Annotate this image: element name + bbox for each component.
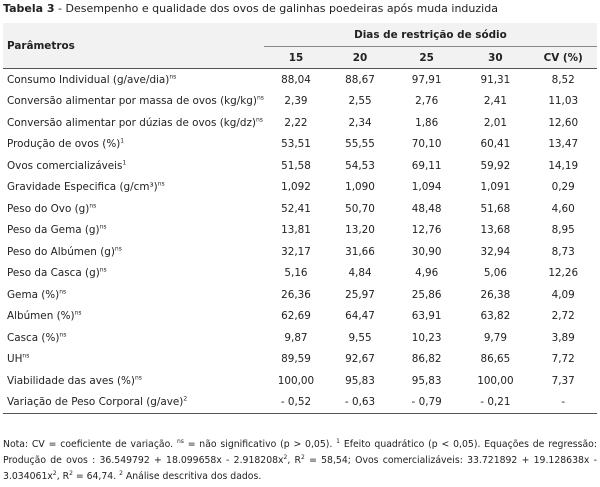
value-cell: 1,092: [281, 181, 311, 194]
value-cell: 100,00: [277, 374, 315, 387]
value-cell: 12,26: [548, 267, 579, 280]
value-cell: 25,97: [345, 288, 375, 301]
note-sup: 2: [69, 469, 73, 477]
value-cell: 59,92: [480, 159, 511, 172]
table-row: [3, 327, 597, 349]
parameter-cell: [3, 177, 264, 199]
column-header: 15: [264, 47, 328, 69]
value-cell: 13,20: [345, 224, 375, 237]
value-cell: 32,94: [480, 245, 511, 258]
value-cell: 4,60: [551, 202, 575, 215]
value-cell: 50,70: [345, 202, 375, 215]
value-cell: 9,55: [348, 331, 372, 344]
caption-text: - Desempenho e qualidade dos ovos de galinhas poedeiras após muda induzida: [54, 2, 498, 15]
value-cell: 92,67: [345, 353, 375, 366]
parameter-sup: ns: [99, 266, 107, 274]
parameter-name: Viabilidade das aves (%): [7, 374, 135, 387]
value-cell: 7,37: [551, 374, 575, 387]
value-cell: 26,36: [281, 288, 311, 301]
note-sup: 2: [119, 469, 123, 477]
value-cell: 26,38: [480, 288, 511, 301]
table-row: [3, 220, 597, 242]
value-cell: 31,66: [345, 245, 375, 258]
value-cell: 69,11: [411, 159, 442, 172]
value-cell: 11,03: [548, 95, 579, 108]
parameter-cell: [3, 349, 264, 371]
parameter-sup: ns: [59, 331, 67, 339]
note-sup: ns: [176, 437, 184, 445]
value-cell: 2,72: [551, 310, 575, 323]
value-cell: 12,76: [411, 224, 442, 237]
value-cell: 89,59: [281, 353, 311, 366]
value-cell: 55,55: [345, 138, 375, 151]
parameter-cell: [3, 220, 264, 242]
table-caption: [3, 2, 498, 15]
note-text: Análise descritiva dos dados.: [122, 471, 262, 482]
value-cell: 8,73: [551, 245, 575, 258]
value-cell: 14,19: [548, 159, 579, 172]
value-cell: - 0,52: [264, 392, 328, 414]
value-cell: 9,87: [284, 331, 308, 344]
parameter-cell: [3, 327, 264, 349]
parameter-cell: [3, 241, 264, 263]
value-cell: 2,34: [348, 116, 372, 129]
parameter-sup: ns: [256, 116, 263, 124]
table-row: [3, 349, 597, 371]
note-text: = não significativo (p > 0,05).: [183, 439, 337, 450]
value-cell: 63,91: [411, 310, 442, 323]
days-group-header: Dias de restrição de sódio: [264, 23, 597, 47]
table-row: [3, 112, 597, 134]
parameter-cell: [3, 306, 264, 328]
table-row: [3, 155, 597, 177]
column-header: 30: [461, 47, 529, 69]
value-cell: 1,094: [411, 181, 442, 194]
value-cell: 10,23: [411, 331, 442, 344]
parameter-sup: 1: [120, 137, 125, 145]
value-cell: 5,06: [483, 267, 507, 280]
parameter-cell: [3, 392, 264, 414]
note-text: , R: [287, 455, 302, 466]
parameter-sup: ns: [99, 223, 107, 231]
value-cell: 5,16: [284, 267, 308, 280]
parameter-name: Gravidade Especifica (g/cm³): [7, 181, 158, 194]
value-cell: 8,95: [551, 224, 575, 237]
value-cell: 25,86: [411, 288, 442, 301]
table-row: [3, 91, 597, 113]
parameter-name: Consumo Individual (g/ave/dia): [7, 73, 170, 86]
parameter-sup: 1: [122, 159, 127, 167]
value-cell: 86,82: [411, 353, 442, 366]
header-row-group: [3, 23, 597, 47]
value-cell: 52,41: [281, 202, 311, 215]
table-row: [3, 284, 597, 306]
parameter-sup: ns: [256, 94, 264, 102]
parameter-cell: [3, 112, 264, 134]
value-cell: 95,83: [345, 374, 375, 387]
table-row: [3, 241, 597, 263]
value-cell: 51,58: [281, 159, 311, 172]
value-cell: 4,96: [415, 267, 439, 280]
value-cell: 0,29: [551, 181, 575, 194]
value-cell: 30,90: [411, 245, 442, 258]
value-cell: 64,47: [345, 310, 375, 323]
column-header: 20: [328, 47, 392, 69]
parameter-name: Casca (%): [7, 331, 60, 344]
value-cell: 53,51: [281, 138, 311, 151]
parameter-name: UH: [7, 353, 23, 366]
table-row: [3, 198, 597, 220]
value-cell: 63,82: [480, 310, 511, 323]
value-cell: 51,68: [480, 202, 511, 215]
value-cell: - 0,21: [461, 392, 529, 414]
parameter-cell: [3, 134, 264, 156]
value-cell: 70,10: [411, 138, 442, 151]
note-text: = 58,54; Ovos comercializáveis: 33.721892 + 19.128638x - 3.034061x: [3, 455, 598, 482]
value-cell: 3,89: [551, 331, 575, 344]
parameter-name: Ovos comercializáveis: [7, 159, 123, 172]
value-cell: 32,17: [281, 245, 311, 258]
table-row: [3, 370, 597, 392]
note-sup: 2: [283, 453, 288, 461]
table-row: [3, 69, 597, 91]
value-cell: 2,01: [483, 116, 507, 129]
parameter-name: Gema (%): [7, 288, 60, 301]
parametros-header: Parâmetros: [3, 23, 264, 69]
table-note: [3, 437, 597, 485]
value-cell: 8,52: [529, 69, 597, 91]
note-text: Nota: CV = coeficiente de variação.: [3, 439, 177, 450]
value-cell: 60,41: [480, 138, 511, 151]
parameter-sup: 2: [183, 395, 188, 403]
column-header: CV (%): [529, 47, 597, 69]
parameter-sup: ns: [74, 309, 82, 317]
note-sup: 1: [336, 437, 340, 445]
value-cell: 9,79: [483, 331, 507, 344]
parameter-sup: ns: [59, 288, 67, 296]
value-cell: 88,04: [264, 69, 328, 91]
parameter-cell: [3, 69, 264, 91]
note-sup: 2: [52, 469, 57, 477]
value-cell: 12,60: [548, 116, 579, 129]
value-cell: 4,09: [551, 288, 575, 301]
note-text: = 64,74.: [72, 471, 120, 482]
value-cell: 62,69: [281, 310, 311, 323]
value-cell: 95,83: [411, 374, 442, 387]
parameter-cell: [3, 198, 264, 220]
value-cell: 2,22: [284, 116, 308, 129]
parameter-name: Albúmen (%): [7, 310, 75, 323]
value-cell: 1,86: [415, 116, 439, 129]
parameter-name: Variação de Peso Corporal (g/ave): [7, 396, 184, 409]
parameter-cell: [3, 263, 264, 285]
value-cell: - 0,79: [392, 392, 461, 414]
note-sup: 2: [301, 453, 305, 461]
note-text: , R: [56, 471, 70, 482]
value-cell: 7,72: [551, 353, 575, 366]
parameter-name: Peso da Casca (g): [7, 267, 100, 280]
value-cell: 4,84: [348, 267, 372, 280]
value-cell: -: [529, 392, 597, 414]
parameter-sup: ns: [89, 202, 97, 210]
value-cell: 91,31: [461, 69, 529, 91]
table-row: [3, 306, 597, 328]
caption-label: Tabela 3: [3, 2, 55, 15]
value-cell: 48,48: [411, 202, 442, 215]
value-cell: 2,39: [284, 95, 308, 108]
parameter-name: Conversão alimentar por dúzias de ovos (kg/dz): [7, 116, 256, 129]
value-cell: 97,91: [392, 69, 461, 91]
value-cell: 2,55: [348, 95, 372, 108]
value-cell: 100,00: [477, 374, 514, 387]
value-cell: 86,65: [480, 353, 511, 366]
note-text: Efeito quadrático (p < 0,05). Equações de regressão: Produção de ovos : 36.549792 + 18.099658x - 2.918208x: [3, 439, 597, 466]
value-cell: 13,68: [480, 224, 511, 237]
parameter-name: Peso da Gema (g): [7, 224, 100, 237]
table-row: [3, 263, 597, 285]
value-cell: 13,47: [548, 138, 579, 151]
value-cell: 88,67: [328, 69, 392, 91]
column-header: 25: [392, 47, 461, 69]
value-cell: - 0,63: [328, 392, 392, 414]
table-body: [3, 69, 597, 414]
table-row: [3, 177, 597, 199]
parameter-name: Peso do Ovo (g): [7, 202, 90, 215]
parameter-sup: ns: [134, 374, 142, 382]
parameter-cell: [3, 155, 264, 177]
parameter-name: Produção de ovos (%): [7, 138, 121, 151]
parameter-cell: [3, 91, 264, 113]
value-cell: 1,091: [480, 181, 511, 194]
data-table: [3, 23, 597, 414]
table-row: [3, 392, 597, 414]
parameter-sup: ns: [157, 180, 165, 188]
value-cell: 2,41: [483, 95, 507, 108]
parameter-sup: ns: [169, 73, 177, 81]
parameter-cell: [3, 284, 264, 306]
parameter-sup: ns: [114, 245, 122, 253]
value-cell: 2,76: [415, 95, 439, 108]
parameter-name: Peso do Albúmen (g): [7, 245, 115, 258]
value-cell: 54,53: [345, 159, 375, 172]
value-cell: 13,81: [281, 224, 311, 237]
parameter-sup: ns: [22, 352, 30, 360]
parameter-cell: [3, 370, 264, 392]
value-cell: 1,090: [345, 181, 375, 194]
table-row: [3, 134, 597, 156]
parameter-name: Conversão alimentar por massa de ovos (kg/kg): [7, 95, 257, 108]
